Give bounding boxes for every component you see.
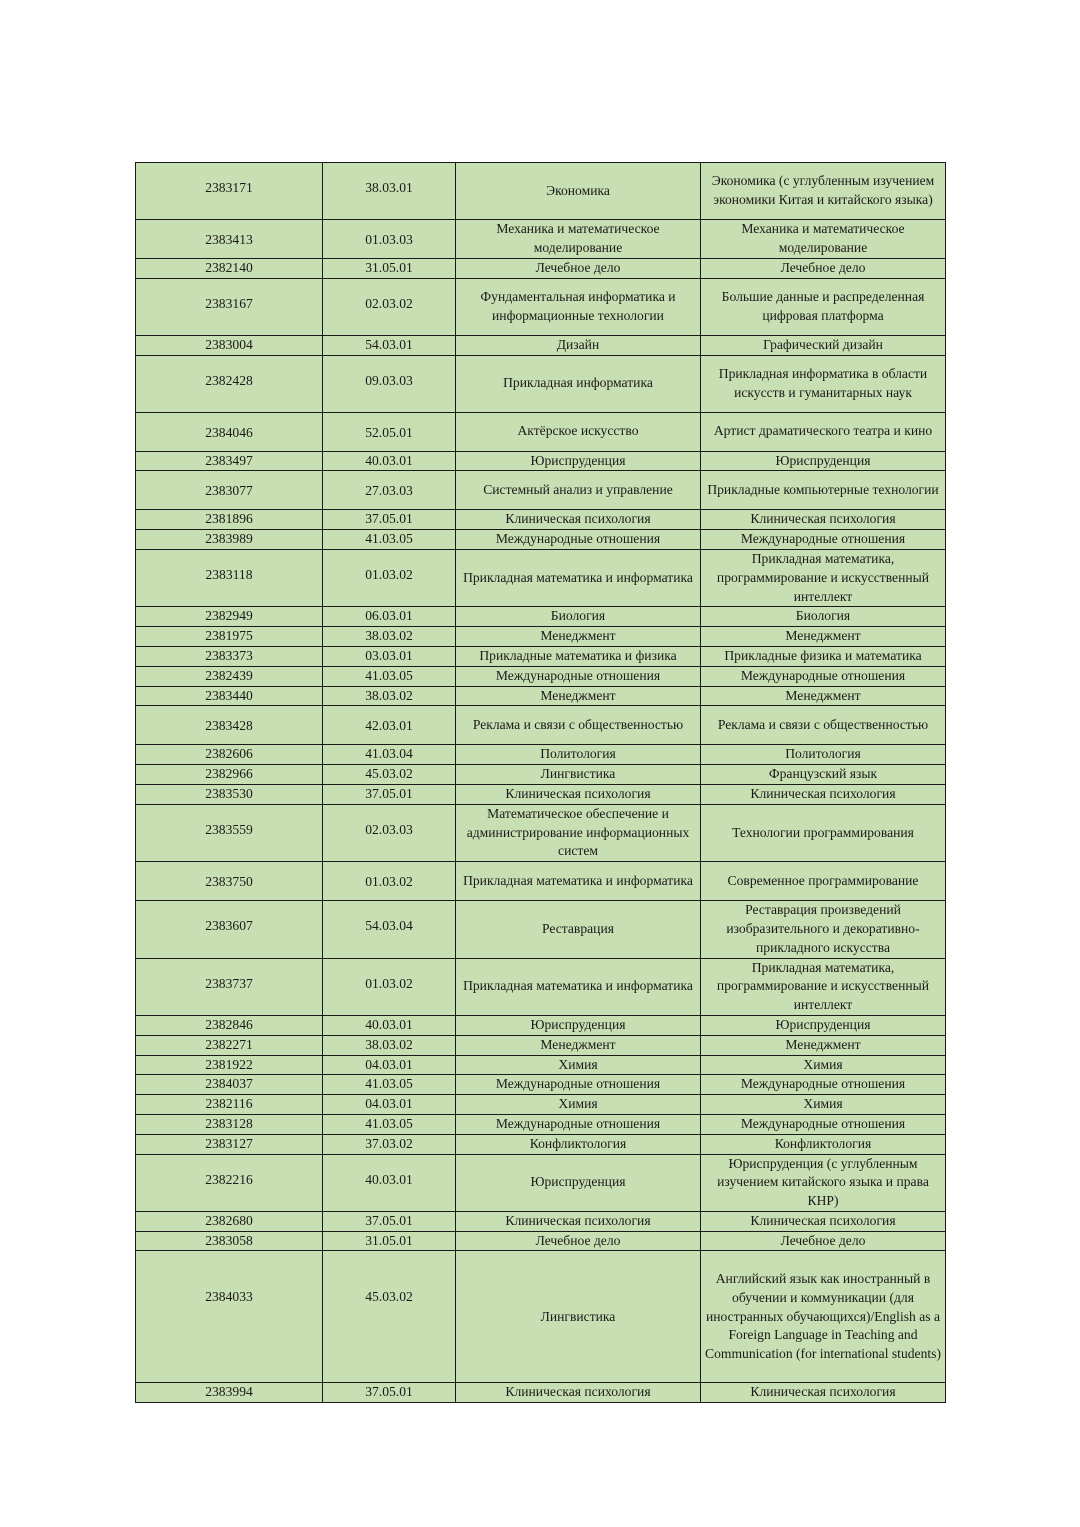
program-name-cell: Химия [701, 1055, 946, 1075]
direction-name-cell: Прикладная математика и информатика [456, 958, 701, 1015]
table-row [136, 1035, 946, 1055]
direction-code-cell: 41.03.05 [323, 1114, 456, 1134]
table-row [136, 1251, 946, 1383]
table-row [136, 1154, 946, 1211]
direction-name-cell: Политология [456, 745, 701, 765]
direction-name-cell: Клиническая психология [456, 1383, 701, 1403]
table-row [136, 451, 946, 471]
direction-code-cell: 02.03.02 [323, 278, 456, 335]
program-name-cell: Французский язык [701, 765, 946, 785]
row-id-cell: 2384037 [136, 1075, 323, 1095]
program-name-cell: Прикладная математика, программирование и искусственный интеллект [701, 958, 946, 1015]
table-row [136, 646, 946, 666]
row-id-cell: 2381922 [136, 1055, 323, 1075]
direction-code-cell: 01.03.02 [323, 958, 456, 1015]
direction-code-cell: 37.05.01 [323, 1211, 456, 1231]
program-name-cell: Юриспруденция (с углубленным изучением китайского языка и права КНР) [701, 1154, 946, 1211]
table-row [136, 706, 946, 745]
table-row [136, 1015, 946, 1035]
direction-code-cell: 04.03.01 [323, 1055, 456, 1075]
table-row [136, 355, 946, 412]
direction-name-cell: Международные отношения [456, 1114, 701, 1134]
row-id-cell: 2381975 [136, 627, 323, 647]
row-id-cell: 2383413 [136, 220, 323, 259]
row-id-cell: 2383058 [136, 1231, 323, 1251]
table-row [136, 627, 946, 647]
direction-code-cell: 41.03.05 [323, 1075, 456, 1095]
table-row [136, 1114, 946, 1134]
direction-name-cell: Юриспруденция [456, 451, 701, 471]
programs-table [135, 162, 946, 1403]
row-id-cell: 2382216 [136, 1154, 323, 1211]
direction-code-cell: 37.05.01 [323, 1383, 456, 1403]
direction-code-cell: 38.03.02 [323, 1035, 456, 1055]
program-name-cell: Политология [701, 745, 946, 765]
direction-name-cell: Реставрация [456, 901, 701, 958]
program-name-cell: Реставрация произведений изобразительного и декоративно-прикладного искусства [701, 901, 946, 958]
program-name-cell: Юриспруденция [701, 1015, 946, 1035]
program-name-cell: Клиническая психология [701, 784, 946, 804]
direction-name-cell: Лингвистика [456, 765, 701, 785]
row-id-cell: 2383750 [136, 862, 323, 901]
direction-code-cell: 03.03.01 [323, 646, 456, 666]
program-name-cell: Механика и математическое моделирование [701, 220, 946, 259]
row-id-cell: 2383077 [136, 471, 323, 510]
table-row [136, 278, 946, 335]
direction-code-cell: 27.03.03 [323, 471, 456, 510]
program-name-cell: Прикладная математика, программирование и искусственный интеллект [701, 549, 946, 606]
direction-code-cell: 52.05.01 [323, 412, 456, 451]
row-id-cell: 2382966 [136, 765, 323, 785]
table-row [136, 1134, 946, 1154]
direction-code-cell: 37.03.02 [323, 1134, 456, 1154]
direction-name-cell: Лечебное дело [456, 259, 701, 279]
row-id-cell: 2383530 [136, 784, 323, 804]
row-id-cell: 2382949 [136, 607, 323, 627]
row-id-cell: 2382680 [136, 1211, 323, 1231]
row-id-cell: 2383118 [136, 549, 323, 606]
table-row [136, 607, 946, 627]
row-id-cell: 2382846 [136, 1015, 323, 1035]
table-row [136, 686, 946, 706]
row-id-cell: 2382606 [136, 745, 323, 765]
program-name-cell: Международные отношения [701, 1075, 946, 1095]
direction-code-cell: 41.03.05 [323, 666, 456, 686]
direction-name-cell: Клиническая психология [456, 784, 701, 804]
direction-code-cell: 31.05.01 [323, 1231, 456, 1251]
row-id-cell: 2383004 [136, 335, 323, 355]
direction-name-cell: Математическое обеспечение и администрирование информационных систем [456, 804, 701, 861]
program-name-cell: Юриспруденция [701, 451, 946, 471]
table-row [136, 335, 946, 355]
direction-code-cell: 38.03.02 [323, 686, 456, 706]
row-id-cell: 2383373 [136, 646, 323, 666]
direction-code-cell: 04.03.01 [323, 1095, 456, 1115]
program-name-cell: Прикладные компьютерные технологии [701, 471, 946, 510]
direction-name-cell: Менеджмент [456, 686, 701, 706]
table-row [136, 471, 946, 510]
program-name-cell: Экономика (с углубленным изучением экономики Китая и китайского языка) [701, 163, 946, 220]
row-id-cell: 2383171 [136, 163, 323, 220]
program-name-cell: Прикладные физика и математика [701, 646, 946, 666]
program-name-cell: Артист драматического театра и кино [701, 412, 946, 451]
direction-code-cell: 54.03.01 [323, 335, 456, 355]
program-name-cell: Английский язык как иностранный в обучении и коммуникации (для иностранных обучающихся)/English as a Foreign Language in Teaching and Communication (for international students) [701, 1251, 946, 1383]
table-row [136, 1095, 946, 1115]
row-id-cell: 2383167 [136, 278, 323, 335]
direction-name-cell: Фундаментальная информатика и информационные технологии [456, 278, 701, 335]
row-id-cell: 2383994 [136, 1383, 323, 1403]
table-row [136, 666, 946, 686]
table-row [136, 958, 946, 1015]
row-id-cell: 2383128 [136, 1114, 323, 1134]
direction-name-cell: Международные отношения [456, 666, 701, 686]
direction-code-cell: 37.05.01 [323, 510, 456, 530]
program-name-cell: Клиническая психология [701, 510, 946, 530]
table-row [136, 765, 946, 785]
table-row [136, 530, 946, 550]
row-id-cell: 2383127 [136, 1134, 323, 1154]
direction-name-cell: Конфликтология [456, 1134, 701, 1154]
direction-code-cell: 01.03.02 [323, 549, 456, 606]
direction-name-cell: Международные отношения [456, 530, 701, 550]
direction-code-cell: 02.03.03 [323, 804, 456, 861]
table-row [136, 1383, 946, 1403]
direction-code-cell: 41.03.05 [323, 530, 456, 550]
direction-name-cell: Клиническая психология [456, 1211, 701, 1231]
program-name-cell: Реклама и связи с общественностью [701, 706, 946, 745]
row-id-cell: 2383559 [136, 804, 323, 861]
direction-name-cell: Прикладные математика и физика [456, 646, 701, 666]
direction-name-cell: Актёрское искусство [456, 412, 701, 451]
program-name-cell: Прикладная информатика в области искусств и гуманитарных наук [701, 355, 946, 412]
direction-code-cell: 09.03.03 [323, 355, 456, 412]
program-name-cell: Международные отношения [701, 1114, 946, 1134]
program-name-cell: Международные отношения [701, 666, 946, 686]
row-id-cell: 2384046 [136, 412, 323, 451]
program-name-cell: Клиническая психология [701, 1211, 946, 1231]
direction-name-cell: Менеджмент [456, 1035, 701, 1055]
program-name-cell: Менеджмент [701, 1035, 946, 1055]
direction-name-cell: Клиническая психология [456, 510, 701, 530]
row-id-cell: 2383440 [136, 686, 323, 706]
table-row [136, 412, 946, 451]
direction-name-cell: Лечебное дело [456, 1231, 701, 1251]
program-name-cell: Химия [701, 1095, 946, 1115]
row-id-cell: 2384033 [136, 1251, 323, 1383]
direction-code-cell: 06.03.01 [323, 607, 456, 627]
direction-name-cell: Дизайн [456, 335, 701, 355]
direction-name-cell: Менеджмент [456, 627, 701, 647]
program-name-cell: Клиническая психология [701, 1383, 946, 1403]
direction-name-cell: Лингвистика [456, 1251, 701, 1383]
program-name-cell: Современное программирование [701, 862, 946, 901]
direction-code-cell: 45.03.02 [323, 1251, 456, 1383]
direction-name-cell: Механика и математическое моделирование [456, 220, 701, 259]
table-row [136, 1075, 946, 1095]
direction-code-cell: 01.03.03 [323, 220, 456, 259]
programs-table-body [136, 163, 946, 1403]
row-id-cell: 2383428 [136, 706, 323, 745]
direction-name-cell: Экономика [456, 163, 701, 220]
direction-name-cell: Реклама и связи с общественностью [456, 706, 701, 745]
direction-code-cell: 40.03.01 [323, 1015, 456, 1035]
table-row [136, 220, 946, 259]
table-row [136, 1231, 946, 1251]
direction-code-cell: 01.03.02 [323, 862, 456, 901]
direction-name-cell: Прикладная математика и информатика [456, 862, 701, 901]
program-name-cell: Лечебное дело [701, 259, 946, 279]
program-name-cell: Конфликтология [701, 1134, 946, 1154]
table-row [136, 510, 946, 530]
direction-code-cell: 38.03.02 [323, 627, 456, 647]
direction-name-cell: Прикладная информатика [456, 355, 701, 412]
row-id-cell: 2383607 [136, 901, 323, 958]
row-id-cell: 2383737 [136, 958, 323, 1015]
row-id-cell: 2383989 [136, 530, 323, 550]
direction-name-cell: Юриспруденция [456, 1154, 701, 1211]
table-row [136, 901, 946, 958]
row-id-cell: 2382428 [136, 355, 323, 412]
table-row [136, 1055, 946, 1075]
row-id-cell: 2382439 [136, 666, 323, 686]
program-name-cell: Менеджмент [701, 686, 946, 706]
program-name-cell: Биология [701, 607, 946, 627]
table-row [136, 1211, 946, 1231]
direction-code-cell: 40.03.01 [323, 451, 456, 471]
direction-code-cell: 38.03.01 [323, 163, 456, 220]
program-name-cell: Менеджмент [701, 627, 946, 647]
table-row [136, 784, 946, 804]
table-row [136, 745, 946, 765]
direction-name-cell: Международные отношения [456, 1075, 701, 1095]
direction-name-cell: Химия [456, 1095, 701, 1115]
direction-code-cell: 45.03.02 [323, 765, 456, 785]
direction-name-cell: Биология [456, 607, 701, 627]
direction-code-cell: 41.03.04 [323, 745, 456, 765]
program-name-cell: Лечебное дело [701, 1231, 946, 1251]
program-name-cell: Большие данные и распределенная цифровая платформа [701, 278, 946, 335]
table-row [136, 804, 946, 861]
table-row [136, 163, 946, 220]
program-name-cell: Международные отношения [701, 530, 946, 550]
direction-name-cell: Системный анализ и управление [456, 471, 701, 510]
direction-code-cell: 31.05.01 [323, 259, 456, 279]
direction-name-cell: Прикладная математика и информатика [456, 549, 701, 606]
direction-code-cell: 37.05.01 [323, 784, 456, 804]
direction-name-cell: Юриспруденция [456, 1015, 701, 1035]
direction-name-cell: Химия [456, 1055, 701, 1075]
direction-code-cell: 40.03.01 [323, 1154, 456, 1211]
program-name-cell: Графический дизайн [701, 335, 946, 355]
direction-code-cell: 54.03.04 [323, 901, 456, 958]
row-id-cell: 2382140 [136, 259, 323, 279]
program-name-cell: Технологии программирования [701, 804, 946, 861]
row-id-cell: 2383497 [136, 451, 323, 471]
direction-code-cell: 42.03.01 [323, 706, 456, 745]
table-row [136, 259, 946, 279]
table-row [136, 549, 946, 606]
table-row [136, 862, 946, 901]
row-id-cell: 2381896 [136, 510, 323, 530]
row-id-cell: 2382271 [136, 1035, 323, 1055]
row-id-cell: 2382116 [136, 1095, 323, 1115]
